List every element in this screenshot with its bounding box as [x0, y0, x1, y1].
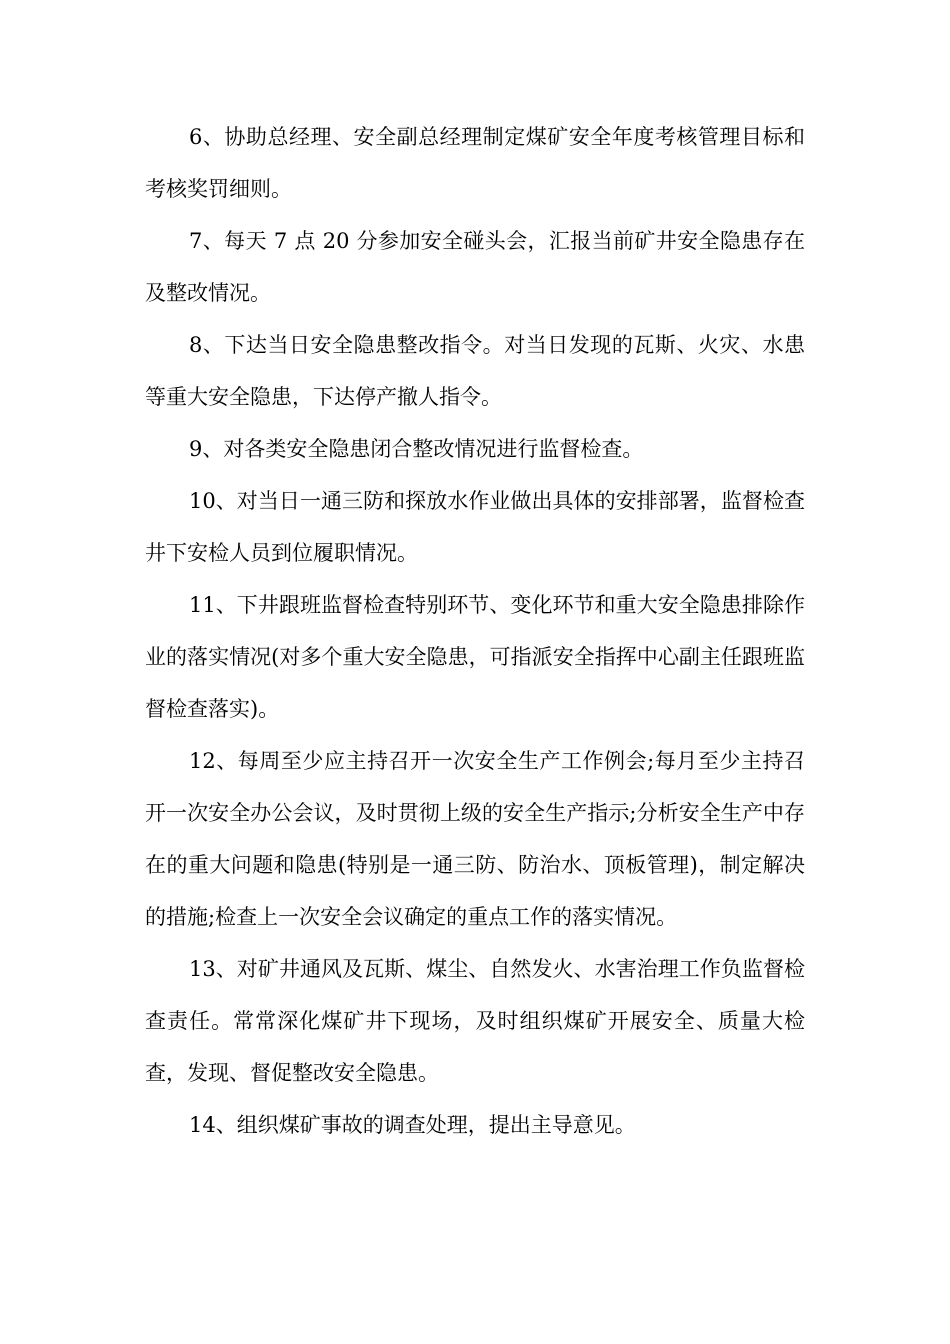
paragraph-item-9: 9、对各类安全隐患闭合整改情况进行监督检查。 — [189, 437, 644, 461]
paragraph-item-14: 14、组织煤矿事故的调查处理，提出主导意见。 — [189, 1113, 636, 1137]
paragraph-item-12: 12、每周至少应主持召开一次安全生产工作例会;每月至少主持召开一次安全办公会议，及时贯彻上级的安全生产指示;分析安全生产中存在的重大问题和隐患(特别是一通三防、防治水、顶板管理)，制定解决的措施;检查上一次安全会议确定的重点工作的落实情况。 — [145, 749, 805, 929]
paragraph-item-7: 7、每天 7 点 20 分参加安全碰头会，汇报当前矿井安全隐患存在及整改情况。 — [145, 229, 805, 305]
paragraph-item-6: 6、协助总经理、安全副总经理制定煤矿安全年度考核管理目标和考核奖罚细则。 — [145, 125, 805, 201]
paragraph-item-13: 13、对矿井通风及瓦斯、煤尘、自然发火、水害治理工作负监督检查责任。常常深化煤矿井下现场，及时组织煤矿开展安全、质量大检查，发现、督促整改安全隐患。 — [145, 957, 805, 1085]
paragraph-item-11: 11、下井跟班监督检查特别环节、变化环节和重大安全隐患排除作业的落实情况(对多个重大安全隐患，可指派安全指挥中心副主任跟班监督检查落实)。 — [145, 593, 805, 721]
paragraph-item-8: 8、下达当日安全隐患整改指令。对当日发现的瓦斯、火灾、水患等重大安全隐患，下达停产撤人指令。 — [145, 333, 805, 409]
paragraph-item-10: 10、对当日一通三防和探放水作业做出具体的安排部署，监督检查井下安检人员到位履职情况。 — [145, 489, 805, 565]
document-body — [145, 111, 805, 1151]
